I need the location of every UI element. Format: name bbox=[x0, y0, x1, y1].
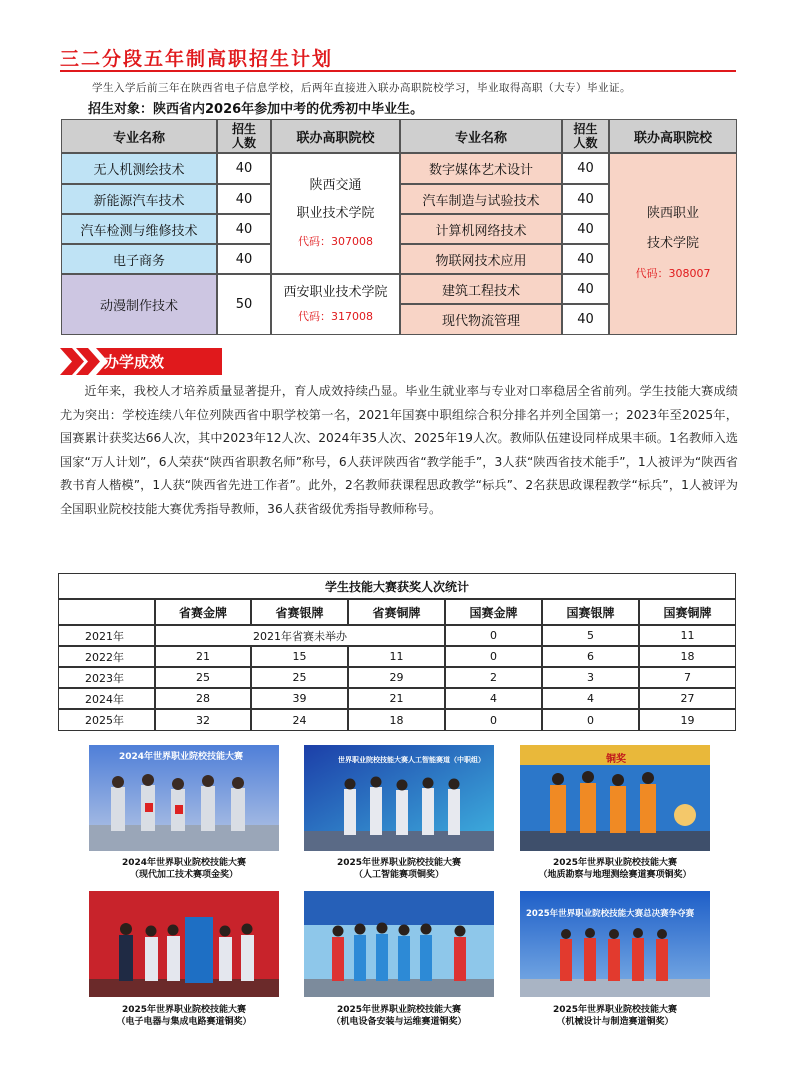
header-quota-line2: 人数 bbox=[573, 136, 598, 150]
header-college-right: 联办高职院校 bbox=[609, 119, 737, 153]
stats-col-header: 国赛银牌 bbox=[542, 599, 639, 625]
quota-cell: 40 bbox=[217, 244, 271, 274]
college-code: 代码：308007 bbox=[635, 267, 711, 280]
award-caption bbox=[64, 1004, 304, 1028]
stats-corner-cell bbox=[58, 599, 155, 625]
quota-cell: 40 bbox=[217, 153, 271, 184]
major-cell: 无人机测绘技术 bbox=[61, 153, 217, 184]
stats-value-cell: 0 bbox=[445, 709, 542, 731]
header-college-left: 联办高职院校 bbox=[271, 119, 400, 153]
photo-banner-text: 铜奖 bbox=[606, 754, 626, 765]
stats-value-cell: 32 bbox=[155, 709, 251, 731]
caption-line2: （机电设备安装与运维赛道铜奖） bbox=[331, 1017, 467, 1027]
stats-value-cell: 0 bbox=[542, 709, 639, 731]
stats-col-header: 省赛铜牌 bbox=[348, 599, 445, 625]
stats-value-cell: 4 bbox=[445, 688, 542, 709]
quota-cell: 50 bbox=[217, 274, 271, 335]
header-quota-line1: 招生 bbox=[573, 122, 598, 136]
quota-cell: 40 bbox=[217, 184, 271, 214]
stats-value-cell: 7 bbox=[639, 667, 736, 688]
stats-value-cell: 25 bbox=[155, 667, 251, 688]
stats-value-cell: 11 bbox=[639, 625, 736, 646]
major-cell: 新能源汽车技术 bbox=[61, 184, 217, 214]
college-code: 代码：307008 bbox=[298, 234, 373, 248]
award-photo bbox=[304, 745, 494, 851]
photo-banner-text: 2024年世界职业院校技能大赛 bbox=[119, 752, 244, 762]
page-title: 三二分段五年制高职招生计划 bbox=[60, 48, 334, 70]
stats-value-cell: 24 bbox=[251, 709, 348, 731]
caption-line2: （现代加工技术赛项金奖） bbox=[129, 870, 238, 880]
stats-value-cell: 0 bbox=[445, 625, 542, 646]
caption-line1: 2025年世界职业院校技能大赛 bbox=[336, 1005, 462, 1015]
stats-value-cell: 39 bbox=[251, 688, 348, 709]
stats-value-cell: 21 bbox=[155, 646, 251, 667]
stats-value-cell: 28 bbox=[155, 688, 251, 709]
program-table bbox=[61, 119, 737, 335]
award-photo bbox=[89, 891, 279, 997]
quota-cell: 40 bbox=[217, 214, 271, 244]
quota-cell: 40 bbox=[562, 153, 609, 184]
stats-year-cell: 2023年 bbox=[58, 667, 155, 688]
stats-year-cell: 2024年 bbox=[58, 688, 155, 709]
stats-value-cell: 6 bbox=[542, 646, 639, 667]
quota-cell: 40 bbox=[562, 214, 609, 244]
major-cell: 物联网技术应用 bbox=[400, 244, 562, 274]
stats-col-header: 省赛银牌 bbox=[251, 599, 348, 625]
college-cell-shaanxi-vocational bbox=[609, 153, 737, 335]
achievements-paragraph bbox=[60, 380, 738, 521]
stats-value-cell: 2 bbox=[445, 667, 542, 688]
award-photo-image bbox=[304, 891, 494, 997]
stats-value-cell: 11 bbox=[348, 646, 445, 667]
caption-line1: 2025年世界职业院校技能大赛 bbox=[336, 858, 462, 868]
title-underline bbox=[60, 70, 736, 72]
major-cell: 动漫制作技术 bbox=[61, 274, 217, 335]
quota-cell: 40 bbox=[562, 244, 609, 274]
award-caption bbox=[495, 1004, 735, 1028]
stats-year-cell: 2021年 bbox=[58, 625, 155, 646]
stats-value-cell: 18 bbox=[639, 646, 736, 667]
award-photo bbox=[520, 745, 710, 851]
stats-col-header: 国赛金牌 bbox=[445, 599, 542, 625]
section-banner bbox=[60, 348, 222, 375]
header-major-left: 专业名称 bbox=[61, 119, 217, 153]
caption-line2: （人工智能赛项铜奖） bbox=[353, 870, 444, 880]
caption-line1: 2025年世界职业院校技能大赛 bbox=[552, 1005, 678, 1015]
college-cell-xian bbox=[271, 274, 400, 335]
caption-line1: 2025年世界职业院校技能大赛 bbox=[121, 1005, 247, 1015]
stats-value-cell: 3 bbox=[542, 667, 639, 688]
header-quota-line2: 人数 bbox=[231, 136, 256, 150]
college-name-line2: 技术学院 bbox=[646, 236, 699, 251]
award-caption bbox=[64, 857, 304, 881]
caption-line1: 2025年世界职业院校技能大赛 bbox=[552, 858, 678, 868]
caption-line2: （机械设计与制造赛道铜奖） bbox=[556, 1017, 674, 1027]
major-cell: 汽车检测与维修技术 bbox=[61, 214, 217, 244]
quota-cell: 40 bbox=[562, 274, 609, 304]
major-cell: 建筑工程技术 bbox=[400, 274, 562, 304]
college-name-line1: 西安职业技术学院 bbox=[283, 284, 388, 300]
photo-banner-text: 世界职业院校技能大赛人工智能赛道（中职组） bbox=[338, 756, 485, 764]
quota-cell: 40 bbox=[562, 304, 609, 335]
header-quota-right bbox=[562, 119, 609, 153]
stats-year-cell: 2022年 bbox=[58, 646, 155, 667]
award-caption bbox=[279, 1004, 519, 1028]
caption-line1: 2024年世界职业院校技能大赛 bbox=[121, 858, 247, 868]
major-cell: 计算机网络技术 bbox=[400, 214, 562, 244]
major-cell: 数字媒体艺术设计 bbox=[400, 153, 562, 184]
major-cell: 现代物流管理 bbox=[400, 304, 562, 335]
stats-table bbox=[58, 573, 736, 731]
caption-line2: （地质勘察与地理测绘赛道赛项铜奖） bbox=[538, 870, 692, 880]
header-quota-line1: 招生 bbox=[231, 122, 256, 136]
header-major-right: 专业名称 bbox=[400, 119, 562, 153]
intro-text: 学生入学后前三年在陕西省电子信息学校，后两年直接进入联办高职院校学习，毕业取得高职（大专）毕业证。 bbox=[92, 82, 631, 94]
quota-cell: 40 bbox=[562, 184, 609, 214]
college-name-line2: 职业技术学院 bbox=[296, 205, 375, 221]
college-code: 代码：317008 bbox=[298, 309, 373, 323]
stats-value-cell: 5 bbox=[542, 625, 639, 646]
stats-col-header: 国赛铜牌 bbox=[639, 599, 736, 625]
major-cell: 电子商务 bbox=[61, 244, 217, 274]
section-title: 办学成效 bbox=[104, 353, 165, 371]
caption-line2: （电子电器与集成电路赛道铜奖） bbox=[116, 1017, 252, 1027]
header-quota-left bbox=[217, 119, 271, 153]
stats-value-cell: 18 bbox=[348, 709, 445, 731]
award-photo bbox=[304, 891, 494, 997]
stats-value-cell: 25 bbox=[251, 667, 348, 688]
stats-value-cell: 0 bbox=[445, 646, 542, 667]
award-caption bbox=[495, 857, 735, 881]
achievements-text: 近年来，我校人才培养质量显著提升，育人成效持续凸显。毕业生就业率与专业对口率稳居全省前列。学生技能大赛成绩尤为突出：学校连续八年位列陕西省中职学校第一名，2021年国赛中职组综合积分排名并列全国第一；2023年至2025年，国赛累计获奖达66人次，其中2023年12人次、2024年35人次、2025年19人次。教师队伍建设同样成果丰硕。1名教师入选国家“万人计划”，6人荣获“陕西省职教名师”称号，6人获评陕西省“教学能手”，3人获“陕西省技术能手”，1人被评为“陕西省教书育人楷模”，1人获“陕西省先进工作者”。此外，2名教师获课程思政教学“标兵”、2名获思政课程教学“标兵”，1人被评为全国职业院校技能大赛优秀指导教师，36人获省级优秀指导教师称号。 bbox=[60, 384, 738, 516]
award-photo-image bbox=[89, 891, 279, 997]
stats-merged-note: 2021年省赛未举办 bbox=[155, 625, 445, 646]
photo-banner-text: 2025年世界职业院校技能大赛总决赛争夺赛 bbox=[526, 909, 695, 919]
major-cell: 汽车制造与试验技术 bbox=[400, 184, 562, 214]
stats-value-cell: 21 bbox=[348, 688, 445, 709]
college-cell-shaanxi-jiaotong bbox=[271, 153, 400, 274]
college-name-line1: 陕西职业 bbox=[646, 206, 699, 221]
stats-value-cell: 15 bbox=[251, 646, 348, 667]
stats-value-cell: 27 bbox=[639, 688, 736, 709]
award-photo bbox=[520, 891, 710, 997]
stats-table-title: 学生技能大赛获奖人次统计 bbox=[58, 573, 736, 599]
stats-year-cell: 2025年 bbox=[58, 709, 155, 731]
enrollment-target: 招生对象：陕西省内2026年参加中考的优秀初中毕业生。 bbox=[88, 102, 424, 117]
stats-col-header: 省赛金牌 bbox=[155, 599, 251, 625]
award-caption bbox=[279, 857, 519, 881]
award-photo bbox=[89, 745, 279, 851]
stats-value-cell: 4 bbox=[542, 688, 639, 709]
college-name-line1: 陕西交通 bbox=[309, 177, 362, 193]
stats-value-cell: 19 bbox=[639, 709, 736, 731]
stats-value-cell: 29 bbox=[348, 667, 445, 688]
